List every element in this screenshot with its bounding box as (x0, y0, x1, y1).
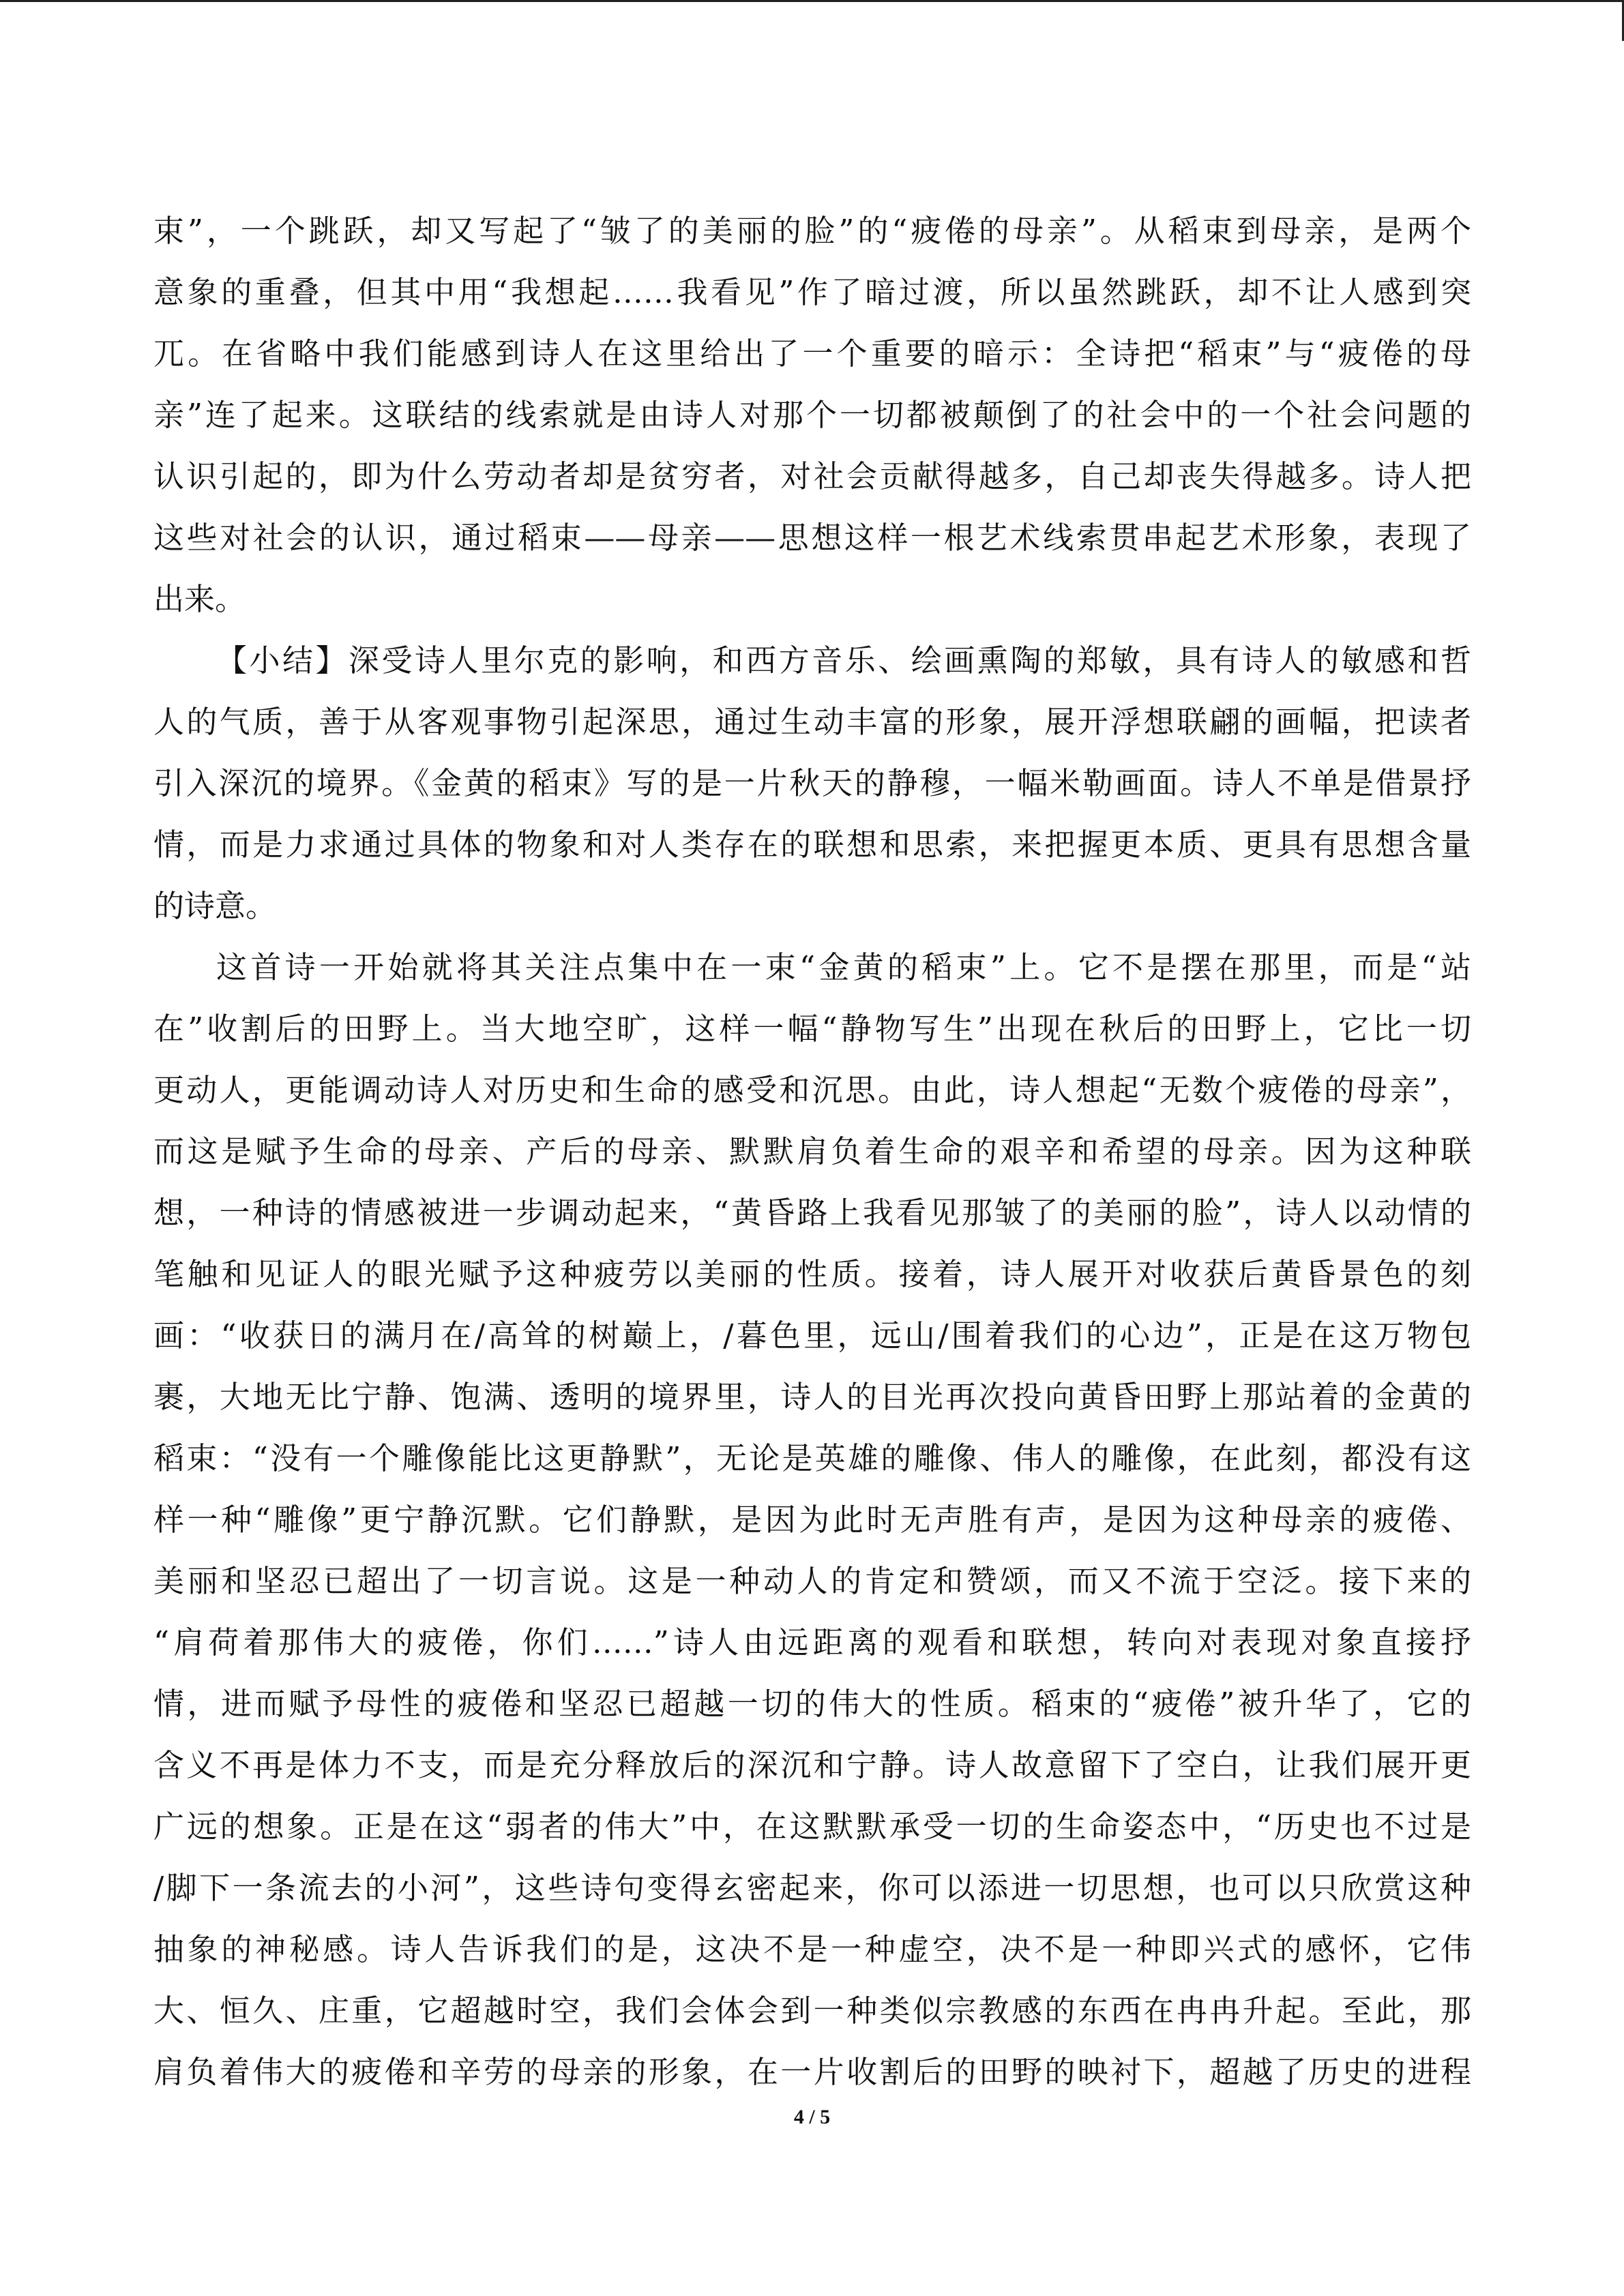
text-line: 裹，大地无比宁静、饱满、透明的境界里，诗人的目光再次投向黄昏田野上那站着的金黄的 (153, 1379, 1471, 1415)
text-line: 束”，一个跳跃，却又写起了“皱了的美丽的脸”的“疲倦的母亲”。从稻束到母亲，是两个 (153, 213, 1471, 249)
text-line: 想，一种诗的情感被进一步调动起来，“黄昏路上我看见那皱了的美丽的脸”，诗人以动情的 (153, 1195, 1471, 1231)
text-line: 情，进而赋予母性的疲倦和坚忍已超越一切的伟大的性质。稻束的“疲倦”被升华了，它的 (153, 1686, 1471, 1722)
paragraph-summary (153, 630, 1471, 937)
text-line: 样一种“雕像”更宁静沉默。它们静默，是因为此时无声胜有声，是因为这种母亲的疲倦、 (153, 1502, 1471, 1538)
text-line: /脚下一条流去的小河”，这些诗句变得玄密起来，你可以添进一切思想，也可以只欣赏这种 (153, 1870, 1471, 1906)
text-line: 情，而是力求通过具体的物象和对人类存在的联想和思索，来把握更本质、更具有思想含量 (153, 826, 1471, 863)
paragraph-continuation (153, 200, 1471, 630)
text-line: 大、恒久、庄重，它超越时空，我们会体会到一种类似宗教感的东西在冉冉升起。至此，那 (153, 1993, 1471, 2029)
text-line: 兀。在省略中我们能感到诗人在这里给出了一个重要的暗示：全诗把“稻束”与“疲倦的母 (153, 336, 1471, 372)
text-line: 这些对社会的认识，通过稻束——母亲——思想这样一根艺术线索贯串起艺术形象，表现了 (153, 520, 1471, 556)
text-line: 笔触和见证人的眼光赋予这种疲劳以美丽的性质。接着，诗人展开对收获后黄昏景色的刻 (153, 1256, 1471, 1292)
document-body (153, 200, 1471, 2103)
text-line: 亲”连了起来。这联结的线索就是由诗人对那个一切都被颠倒了的社会中的一个社会问题的 (153, 397, 1471, 433)
text-line: 而这是赋予生命的母亲、产后的母亲、默默肩负着生命的艰辛和希望的母亲。因为这种联 (153, 1133, 1471, 1169)
text-line: 稻束：“没有一个雕像能比这更静默”，无论是英雄的雕像、伟人的雕像，在此刻，都没有这 (153, 1440, 1471, 1476)
text-line: 认识引起的，即为什么劳动者却是贫穷者，对社会贡献得越多，自己却丧失得越多。诗人把 (153, 458, 1471, 494)
text-line: 的诗意。 (153, 888, 277, 924)
text-line: 美丽和坚忍已超出了一切言说。这是一种动人的肯定和赞颂，而又不流于空泛。接下来的 (153, 1563, 1471, 1599)
text-line: 引入深沉的境界。《金黄的稻束》写的是一片秋天的静穆，一幅米勒画面。诗人不单是借景抒 (153, 765, 1471, 801)
text-line: 这首诗一开始就将其关注点集中在一束“金黄的稻束”上。它不是摆在那里，而是“站 (216, 949, 1471, 985)
text-line: “肩荷着那伟大的疲倦，你们……”诗人由远距离的观看和联想，转向对表现对象直接抒 (153, 1624, 1471, 1660)
text-line: 【小结】深受诗人里尔克的影响，和西方音乐、绘画熏陶的郑敏，具有诗人的敏感和哲 (216, 642, 1471, 679)
text-line: 意象的重叠，但其中用“我想起……我看见”作了暗过渡，所以虽然跳跃，却不让人感到突 (153, 274, 1471, 310)
text-line: 更动人，更能调动诗人对历史和生命的感受和沉思。由此，诗人想起“无数个疲倦的母亲”， (153, 1072, 1471, 1108)
text-line: 出来。 (153, 581, 246, 617)
text-line: 抽象的神秘感。诗人告诉我们的是，这决不是一种虚空，决不是一种即兴式的感怀，它伟 (153, 1931, 1471, 1967)
text-line: 含义不再是体力不支，而是充分释放后的深沉和宁静。诗人故意留下了空白，让我们展开更 (153, 1747, 1471, 1783)
page-number: 4 / 5 (793, 2106, 831, 2128)
text-line: 肩负着伟大的疲倦和辛劳的母亲的形象，在一片收割后的田野的映衬下，超越了历史的进程 (153, 2054, 1471, 2090)
text-line: 画：“收获日的满月在/高耸的树巅上，/暮色里，远山/围着我们的心边”，正是在这万物包 (153, 1317, 1471, 1354)
paragraph-analysis (153, 937, 1471, 2103)
text-line: 广远的想象。正是在这“弱者的伟大”中，在这默默承受一切的生命姿态中，“历史也不过是 (153, 1808, 1471, 1845)
text-line: 在”收割后的田野上。当大地空旷，这样一幅“静物写生”出现在秋后的田野上，它比一切 (153, 1011, 1471, 1047)
page-top-border (0, 0, 1624, 2)
text-line: 人的气质，善于从客观事物引起深思，通过生动丰富的形象，展开浮想联翩的画幅，把读者 (153, 704, 1471, 740)
